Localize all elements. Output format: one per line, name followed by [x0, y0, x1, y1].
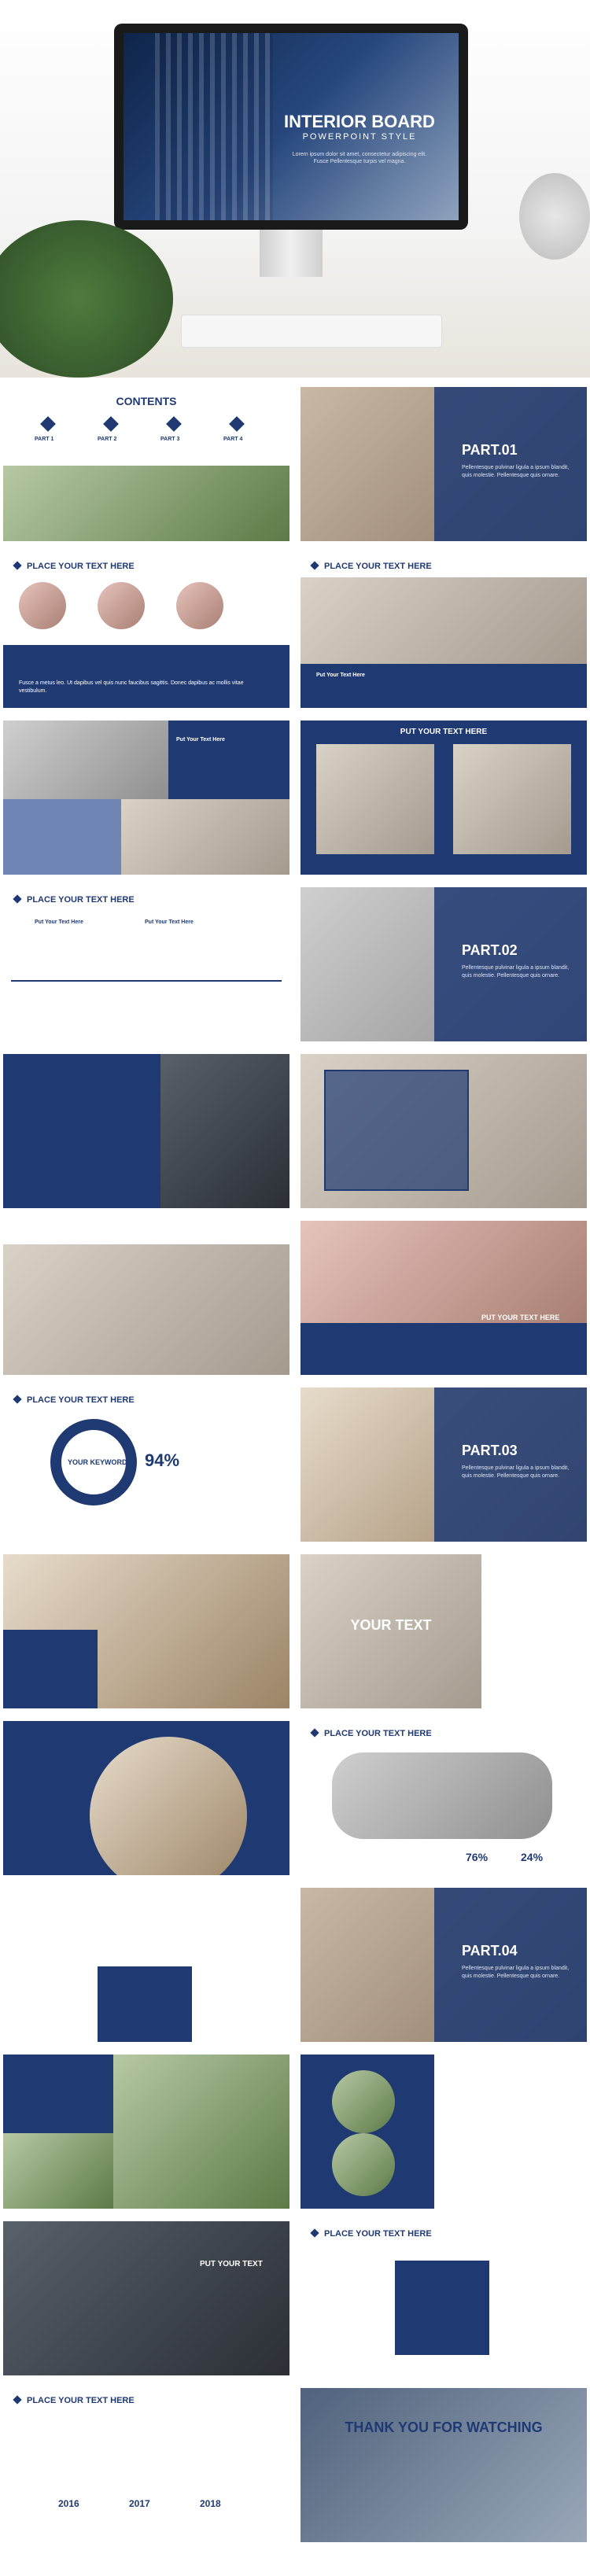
- contents-diamond-1: [40, 416, 56, 432]
- slide-circles: [301, 2055, 587, 2209]
- part-02-title: PART.02: [462, 942, 518, 958]
- slide-photo-grid: [3, 720, 289, 875]
- photo: [332, 2070, 395, 2133]
- section-title: PLACE YOUR TEXT HERE: [312, 1729, 432, 1738]
- put-text-title: PUT YOUR TEXT HERE: [400, 728, 488, 736]
- heading: Put Your Text Here: [176, 737, 225, 743]
- photo: [301, 1221, 587, 1323]
- thanks-title: THANK YOU FOR WATCHING: [345, 2419, 543, 2435]
- contents-title: CONTENTS: [116, 395, 177, 407]
- slide-donut: [3, 1388, 289, 1542]
- big-percent: 94%: [145, 1450, 180, 1470]
- stat-1: 76%: [466, 1851, 489, 1863]
- plant-left: [0, 220, 173, 378]
- put-text-title: PUT YOUR TEXT HERE: [481, 1314, 560, 1321]
- slide-team: [3, 554, 289, 708]
- cover-desc: Lorem ipsum dolor sit amet, consectetur adipiscing elit. Fusce Pellentesque turpis vel magna.: [292, 152, 427, 164]
- icon-grid: [395, 2261, 489, 2355]
- slide-thanks: [301, 2388, 587, 2542]
- interior-photo: [301, 577, 587, 664]
- contents-diamond-3: [166, 416, 182, 432]
- slide-contents: [3, 387, 289, 541]
- bedroom-photo: [160, 1054, 289, 1208]
- year-2018: 2018: [200, 2498, 221, 2509]
- photo: [453, 744, 571, 854]
- monitor: [114, 24, 468, 230]
- section-title: PLACE YOUR TEXT HERE: [14, 2396, 135, 2405]
- photo: [3, 1244, 289, 1375]
- slide-put-text: [301, 720, 587, 875]
- vase-right: [519, 173, 590, 260]
- photo: [316, 744, 434, 854]
- slide-part-02: [301, 887, 587, 1041]
- slide-part-01: [301, 387, 587, 541]
- keyword-label: YOUR KEYWORD: [68, 1458, 127, 1466]
- slide-icons-timeline: [3, 887, 289, 1041]
- part-02-text: Pellentesque pulvinar ligula a ipsum blandit, quis molestie. Pellentesque quis ornare.: [462, 965, 570, 978]
- avatar: [19, 582, 66, 629]
- slide-your-text: [301, 1554, 587, 1708]
- text-panel: [3, 1054, 160, 1208]
- avatar: [98, 582, 145, 629]
- part-label-4: PART 4: [223, 437, 243, 442]
- part-label-3: PART 3: [160, 437, 180, 442]
- stat-2: 24%: [521, 1851, 544, 1863]
- slide-bars: [3, 1888, 289, 2042]
- keyboard: [181, 315, 442, 348]
- part-label-2: PART 2: [98, 437, 117, 442]
- heading: Put Your Text Here: [316, 673, 365, 678]
- text-panel: [168, 720, 289, 799]
- cover-title: INTERIOR BOARD: [284, 112, 435, 131]
- photo: [121, 799, 289, 875]
- footer-band: [301, 1323, 587, 1375]
- slide-part-03: [301, 1388, 587, 1542]
- heading: Put Your Text Here: [145, 919, 194, 925]
- timeline-line: [11, 980, 282, 982]
- photo: [3, 720, 168, 799]
- part-04-text: Pellentesque pulvinar ligula a ipsum blandit, quis molestie. Pellentesque quis ornare.: [462, 1966, 570, 1979]
- year-2016: 2016: [58, 2498, 79, 2509]
- cover-subtitle: POWERPOINT STYLE: [302, 132, 417, 142]
- footer-band: [301, 664, 587, 708]
- section-title: PLACE YOUR TEXT HERE: [312, 562, 432, 571]
- team-footer: [3, 645, 289, 708]
- section-title: PLACE YOUR TEXT HERE: [14, 895, 135, 905]
- slide-collage: [3, 1221, 289, 1375]
- monitor-screen: [124, 33, 459, 220]
- section-title: PLACE YOUR TEXT HERE: [312, 2229, 432, 2239]
- text-panel: [3, 1630, 98, 1708]
- your-text: YOUR TEXT: [350, 1617, 432, 1633]
- window-photo: [301, 2388, 587, 2542]
- year-2017: 2017: [129, 2498, 150, 2509]
- team-text: Fusce a metus leo. Ut dapibus vel quis nunc faucibus sagittis. Donec dapibus ac mollis vitae vestibulum.: [19, 680, 244, 694]
- slide-overlay-text: [301, 1054, 587, 1208]
- put-text-title: PUT YOUR TEXT: [200, 2260, 263, 2268]
- slide-pink: [301, 1221, 587, 1375]
- slide-greenhouse: [3, 2055, 289, 2209]
- text-panel: [3, 2055, 113, 2133]
- part-03-text: Pellentesque pulvinar ligula a ipsum blandit, quis molestie. Pellentesque quis ornare.: [462, 1465, 570, 1479]
- photo: [332, 2133, 395, 2196]
- slide-line-chart: [3, 2388, 289, 2542]
- text-panel: [3, 799, 121, 875]
- text-box: [324, 1070, 469, 1191]
- heading: Put Your Text Here: [35, 919, 83, 925]
- section-title: PLACE YOUR TEXT HERE: [14, 562, 135, 571]
- slide-circle-photo: [3, 1721, 289, 1875]
- slide-map: [301, 1721, 587, 1875]
- slide-place-text: [301, 554, 587, 708]
- slide-list: [3, 1054, 289, 1208]
- slide-kitchen: [3, 1554, 289, 1708]
- part-01-title: PART.01: [462, 442, 518, 458]
- part-04-title: PART.04: [462, 1943, 518, 1959]
- monitor-stand: [260, 230, 323, 277]
- photo: [3, 2221, 289, 2375]
- plants-photo: [3, 466, 289, 541]
- slide-staircase: [3, 2221, 289, 2375]
- avatar: [176, 582, 223, 629]
- world-map: [332, 1752, 552, 1839]
- photo: [3, 2133, 113, 2209]
- part-01-text: Pellentesque pulvinar ligula a ipsum blandit, quis molestie. Pellentesque quis ornare.: [462, 465, 570, 478]
- part-label-1: PART 1: [35, 437, 54, 442]
- hero-banner: [0, 0, 590, 378]
- contents-diamond-4: [229, 416, 245, 432]
- section-title: PLACE YOUR TEXT HERE: [14, 1395, 135, 1405]
- chart-block: [98, 1966, 192, 2042]
- building-image: [155, 33, 273, 220]
- slide-part-04: [301, 1888, 587, 2042]
- contents-diamond-2: [103, 416, 119, 432]
- photo: [113, 2055, 289, 2209]
- part-03-title: PART.03: [462, 1443, 518, 1458]
- slide-icon-grid: [301, 2221, 587, 2375]
